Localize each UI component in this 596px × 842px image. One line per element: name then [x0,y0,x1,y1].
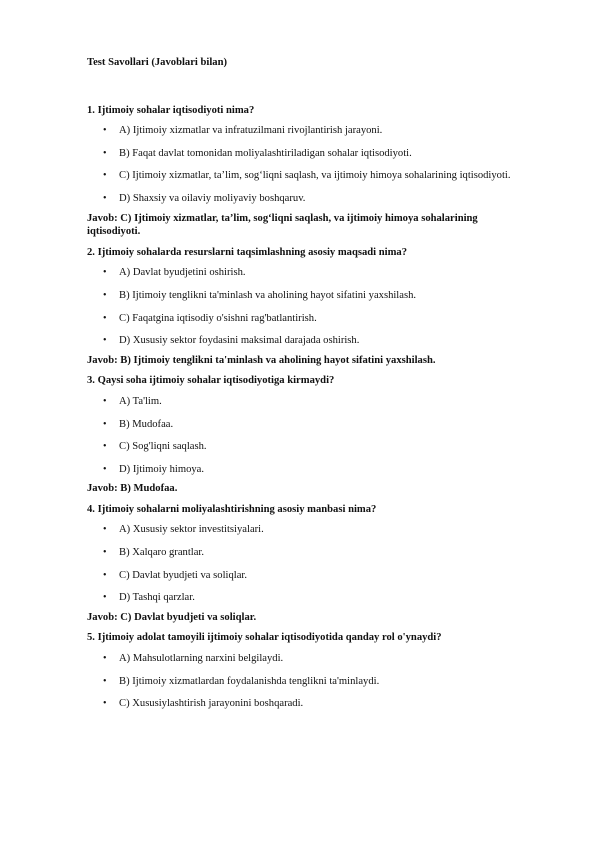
bullet-icon: • [103,170,107,182]
option-text: C) Xususiylashtirish jarayonini boshqaradi. [119,698,304,710]
option-item [87,697,527,711]
bullet-icon: • [103,524,107,536]
option-text: C) Faqatgina iqtisodiy o'sishni rag'batlantirish. [119,312,317,324]
option-text: A) Xususiy sektor investitsiyalari. [119,524,264,536]
bullet-icon: • [103,335,107,347]
option-item [87,289,527,303]
option-text: C) Davlat byudjeti va soliqlar. [119,569,247,581]
option-text: B) Ijtimoiy xizmatlardan foydalanishda tenglikni ta'minlaydi. [119,675,380,687]
options-list [87,395,527,476]
answer-text: Javob: C) Ijtimoiy xizmatlar, ta’lim, sog‘liqni saqlash, va ijtimoiy himoya sohalarining iqtisodiyoti. [87,212,478,238]
answer-text: Javob: B) Mudofaa. [87,483,178,495]
option-item [87,147,527,161]
option-text: C) Ijtimoiy xizmatlar, ta’lim, sog‘liqni saqlash, va ijtimoiy himoya sohalarining iqtisodiyoti. [119,170,511,182]
option-item [87,266,527,280]
options-list [87,652,527,711]
option-item [87,334,527,348]
question-text: 3. Qaysi soha ijtimoiy sohalar iqtisodiyotiga kirmaydi? [87,375,335,387]
question-text: 4. Ijtimoiy sohalarni moliyalashtirishning asosiy manbasi nima? [87,503,377,515]
question-block-3 [87,374,527,496]
question-text: 2. Ijtimoiy sohalarda resurslarni taqsimlashning asosiy maqsadi nima? [87,246,408,258]
bullet-icon: • [103,698,107,710]
option-item [87,569,527,583]
option-item [87,124,527,138]
question-block-4 [87,503,527,625]
question-block-2 [87,246,527,368]
option-text: C) Sog'liqni saqlash. [119,441,207,453]
bullet-icon: • [103,125,107,137]
option-text: D) Xususiy sektor foydasini maksimal darajada oshirish. [119,335,360,347]
document-title: Test Savollari (Javoblari bilan) [87,57,227,68]
option-item [87,169,527,183]
option-text: A) Davlat byudjetini oshirish. [119,267,246,279]
question-text: 1. Ijtimoiy sohalar iqtisodiyoti nima? [87,104,255,116]
bullet-icon: • [103,289,107,301]
options-list [87,523,527,604]
bullet-icon: • [103,418,107,430]
option-text: D) Shaxsiy va oilaviy moliyaviy boshqaruv. [119,192,306,204]
bullet-icon: • [103,547,107,559]
bullet-icon: • [103,441,107,453]
option-item [87,463,527,477]
option-text: D) Ijtimoiy himoya. [119,463,205,475]
option-item [87,652,527,666]
option-item [87,591,527,605]
option-text: A) Ta'lim. [119,395,162,407]
bullet-icon: • [103,569,107,581]
option-text: D) Tashqi qarzlar. [119,592,195,604]
question-block-5 [87,631,527,710]
option-text: B) Ijtimoiy tenglikni ta'minlash va aholining hayot sifatini yaxshilash. [119,289,417,301]
option-item [87,546,527,560]
option-item [87,675,527,689]
option-text: A) Mahsulotlarning narxini belgilaydi. [119,653,284,665]
options-list [87,124,527,205]
option-item [87,192,527,206]
bullet-icon: • [103,653,107,665]
bullet-icon: • [103,592,107,604]
question-text: 5. Ijtimoiy adolat tamoyili ijtimoiy sohalar iqtisodiyotida qanday rol o'ynaydi? [87,632,442,644]
option-item [87,440,527,454]
option-item [87,523,527,537]
document-content [87,56,527,720]
bullet-icon: • [103,395,107,407]
bullet-icon: • [103,147,107,159]
bullet-icon: • [103,675,107,687]
option-text: B) Mudofaa. [119,418,174,430]
option-text: A) Ijtimoiy xizmatlar va infratuzilmani rivojlantirish jarayoni. [119,125,383,137]
options-list [87,266,527,347]
option-item [87,312,527,326]
answer-text: Javob: C) Davlat byudjeti va soliqlar. [87,611,257,623]
bullet-icon: • [103,312,107,324]
bullet-icon: • [103,463,107,475]
option-item [87,395,527,409]
option-text: B) Faqat davlat tomonidan moliyalashtiriladigan sohalar iqtisodiyoti. [119,147,412,159]
option-item [87,418,527,432]
option-text: B) Xalqaro grantlar. [119,547,205,559]
question-block-1 [87,104,527,239]
bullet-icon: • [103,267,107,279]
bullet-icon: • [103,192,107,204]
answer-text: Javob: B) Ijtimoiy tenglikni ta'minlash va aholining hayot sifatini yaxshilash. [87,354,436,366]
